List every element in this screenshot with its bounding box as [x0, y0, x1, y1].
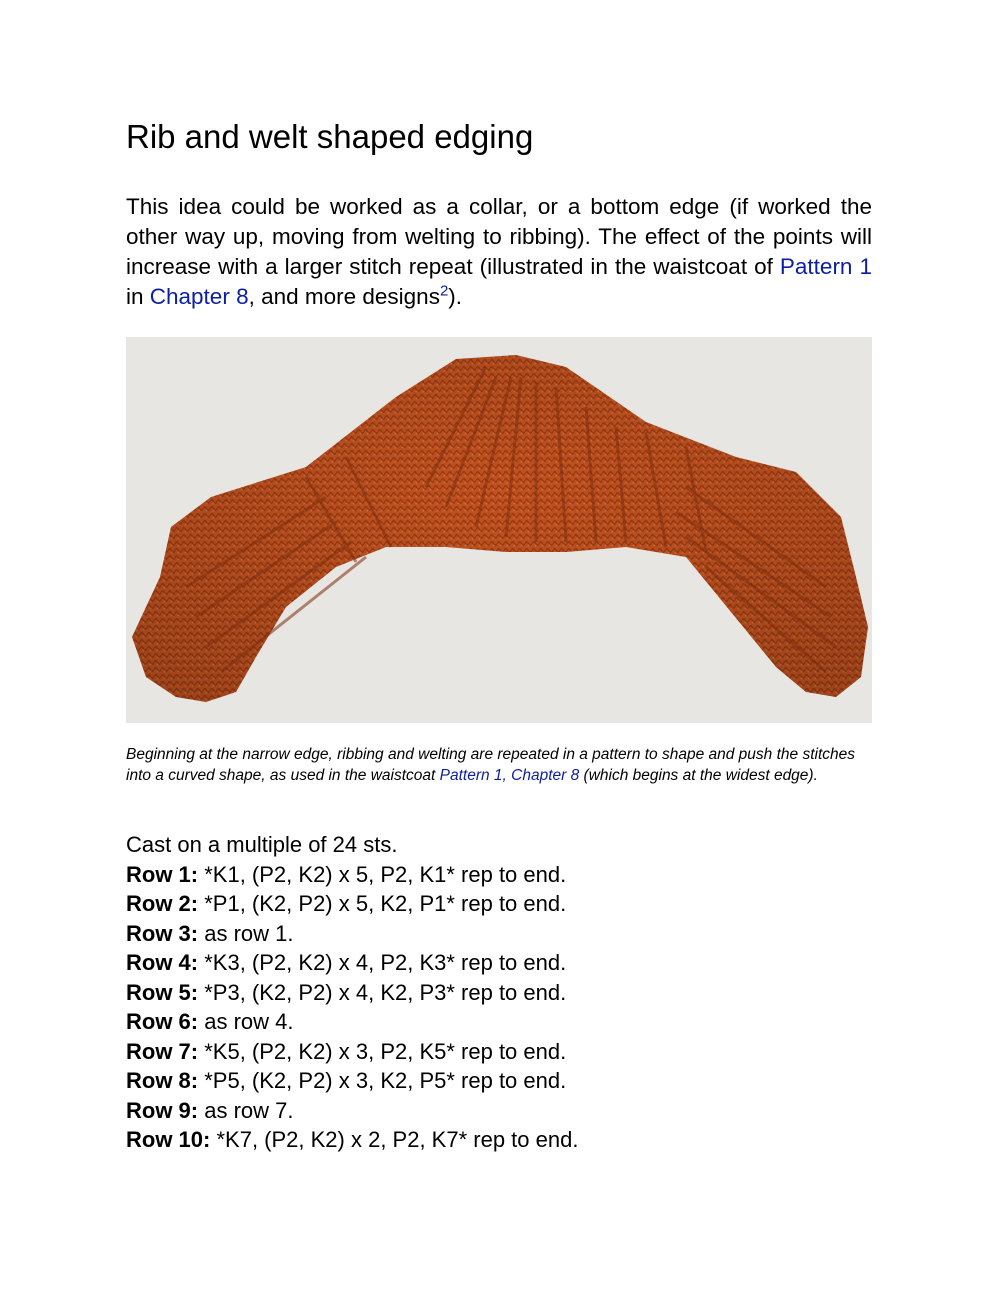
row-text: *P5, (K2, P2) x 3, K2, P5* rep to end. [198, 1068, 567, 1093]
row-text: *P3, (K2, P2) x 4, K2, P3* rep to end. [198, 979, 567, 1005]
instruction-row [126, 1096, 872, 1126]
photo-caption [126, 744, 872, 786]
intro-paragraph [126, 192, 872, 312]
instruction-row [126, 889, 872, 919]
instruction-row [126, 1037, 872, 1067]
row-label: Row 5: [126, 979, 199, 1005]
intro-text-3: , and more designs [248, 284, 440, 309]
instruction-row [126, 860, 872, 890]
row-label: Row 1: [126, 861, 199, 887]
caption-text-1: Beginning at the narrow edge, ribbing and welting are repeated in a pattern to shape and push the stitches into a curved shape, as used in the waistcoat [126, 746, 855, 784]
row-list [126, 860, 872, 1155]
caption-link-pattern-1[interactable]: Pattern 1, Chapter 8 [439, 767, 580, 784]
pattern-instructions [126, 830, 872, 1155]
row-text: as row 4. [198, 1009, 294, 1034]
row-label: Row 8: [126, 1068, 199, 1093]
row-label: Row 3: [126, 920, 199, 946]
page-title: Rib and welt shaped edging [126, 118, 534, 155]
row-text: as row 7. [198, 1097, 294, 1123]
row-text: *K7, (P2, K2) x 2, P2, K7* rep to end. [210, 1127, 579, 1152]
row-text: *K3, (P2, K2) x 4, P2, K3* rep to end. [198, 950, 567, 975]
row-label: Row 4: [126, 950, 199, 975]
intro-text-4: ). [448, 284, 463, 309]
knitted-edging-photo [126, 337, 872, 723]
instruction-row [126, 1125, 872, 1155]
row-text: *K5, (P2, K2) x 3, P2, K5* rep to end. [198, 1038, 567, 1064]
caption-text-2: (which begins at the widest edge). [579, 767, 818, 784]
cast-on-instruction: Cast on a multiple of 24 sts. [126, 832, 398, 857]
instruction-row [126, 1007, 872, 1037]
footnote-link[interactable]: 2 [439, 282, 449, 300]
row-text: *K1, (P2, K2) x 5, P2, K1* rep to end. [198, 861, 567, 887]
row-label: Row 6: [126, 1009, 199, 1034]
row-text: *P1, (K2, P2) x 5, K2, P1* rep to end. [198, 891, 567, 916]
instruction-row [126, 978, 872, 1008]
link-pattern-1[interactable]: Pattern 1 [779, 254, 872, 279]
row-label: Row 7: [126, 1038, 199, 1064]
row-label: Row 9: [126, 1097, 199, 1123]
row-text: as row 1. [198, 920, 294, 946]
instruction-row [126, 1066, 872, 1096]
intro-text-1: This idea could be worked as a collar, or a bottom edge (if worked the other way up, moving from welting to ribbing). The effect of the points will increase with a larger stitch repeat (illustrated in the waistcoat of [126, 194, 872, 279]
knitted-edging-illustration [126, 337, 872, 723]
instruction-row [126, 919, 872, 949]
link-chapter-8[interactable]: Chapter 8 [149, 284, 249, 309]
intro-text-2: in [126, 284, 150, 309]
instruction-row [126, 948, 872, 978]
row-label: Row 10: [126, 1127, 211, 1152]
row-label: Row 2: [126, 891, 199, 916]
